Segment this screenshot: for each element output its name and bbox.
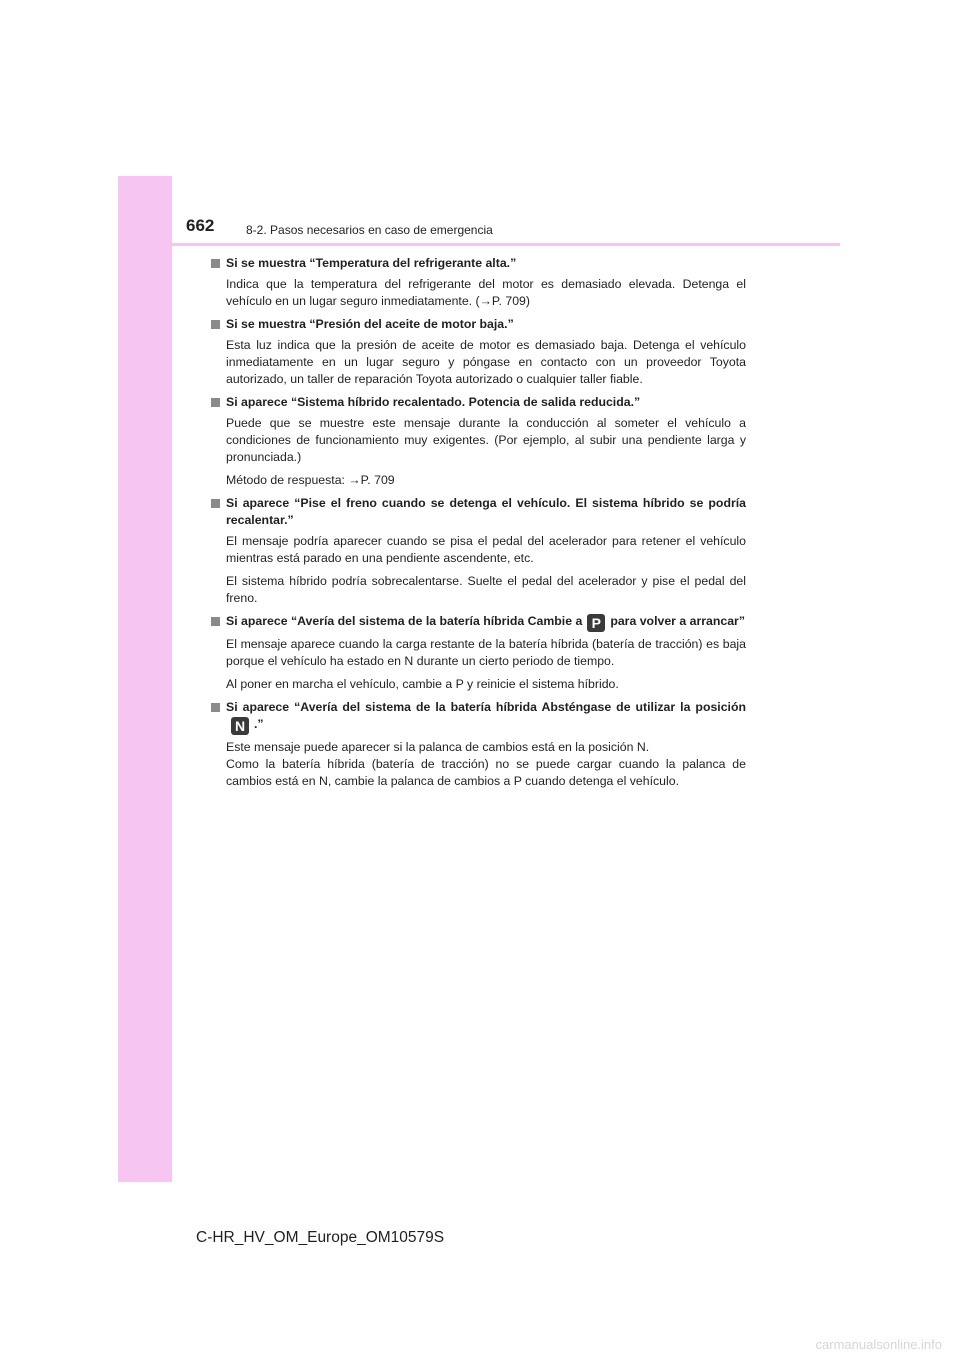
neutral-position-icon: N: [231, 717, 249, 735]
document-code: C-HR_HV_OM_Europe_OM10579S: [196, 1229, 445, 1246]
item-paragraph: Este mensaje puede aparecer si la palanca de cambios está en la posición N.: [226, 740, 650, 754]
item-paragraph: El mensaje podría aparecer cuando se pisa el pedal del acelerador para retener el vehículo mientras está parado en una pendiente ascendente, etc.: [226, 534, 746, 565]
item-heading: Si se muestra “Presión del aceite de motor baja.”: [208, 316, 746, 333]
list-item: [208, 613, 746, 693]
square-bullet-icon: [211, 499, 220, 508]
item-paragraph: El sistema híbrido podría sobrecalentarse. Suelte el pedal del acelerador y pise el pedal del freno.: [226, 574, 746, 605]
watermark: carmanualsonline.info: [815, 1337, 942, 1352]
section-title: 8-2. Pasos necesarios en caso de emergencia: [246, 223, 493, 237]
square-bullet-icon: [211, 703, 220, 712]
list-item: [208, 255, 746, 310]
square-bullet-icon: [211, 320, 220, 329]
list-item: [208, 394, 746, 489]
item-heading: Si aparece “Sistema híbrido recalentado. Potencia de salida reducida.”: [208, 394, 746, 411]
page-number: 662: [186, 216, 215, 235]
list-item: [208, 699, 746, 790]
item-paragraph: Puede que se muestre este mensaje durante la conducción al someter el vehículo a condiciones de funcionamiento muy exigentes. (Por ejemplo, al subir una pendiente larga y pronunciada.): [226, 416, 746, 464]
item-paragraph: Esta luz indica que la presión de aceite de motor es demasiado baja. Detenga el vehículo inmediatamente en un lugar seguro y póngase en contacto con un proveedor Toyota autorizado, un taller de reparación Toyota autorizado o cualquier taller fiable.: [226, 338, 746, 386]
park-position-icon: P: [587, 614, 605, 632]
main-content: [208, 255, 746, 796]
item-heading: Si aparece “Avería del sistema de la batería híbrida Cambie a P para volver a arrancar”: [208, 613, 746, 632]
header-rule: [118, 243, 840, 246]
item-paragraph: Método de respuesta: →P. 709: [226, 473, 395, 487]
list-item: [208, 316, 746, 388]
item-paragraph: Indica que la temperatura del refrigerante del motor es demasiado elevada. Detenga el vehículo en un lugar seguro inmediatamente. (→P. 709): [226, 277, 746, 308]
item-paragraph: Al poner en marcha el vehículo, cambie a P y reinicie el sistema híbrido.: [226, 677, 619, 691]
item-paragraph: El mensaje aparece cuando la carga restante de la batería híbrida (batería de tracción) es baja porque el vehículo ha estado en N durante un cierto periodo de tiempo.: [226, 637, 746, 668]
square-bullet-icon: [211, 259, 220, 268]
side-color-band: [118, 176, 172, 1182]
item-heading: Si se muestra “Temperatura del refrigerante alta.”: [208, 255, 746, 272]
item-heading: Si aparece “Avería del sistema de la batería híbrida Absténgase de utilizar la posiciónN .”: [208, 699, 746, 735]
item-paragraph: Como la batería híbrida (batería de tracción) no se puede cargar cuando la palanca de cambios está en N, cambie la palanca de cambios a P cuando detenga el vehículo.: [226, 757, 746, 788]
square-bullet-icon: [211, 617, 220, 626]
list-item: [208, 495, 746, 607]
item-heading: Si aparece “Pise el freno cuando se detenga el vehículo. El sistema híbrido se podría recalentar.”: [208, 495, 746, 529]
square-bullet-icon: [211, 398, 220, 407]
